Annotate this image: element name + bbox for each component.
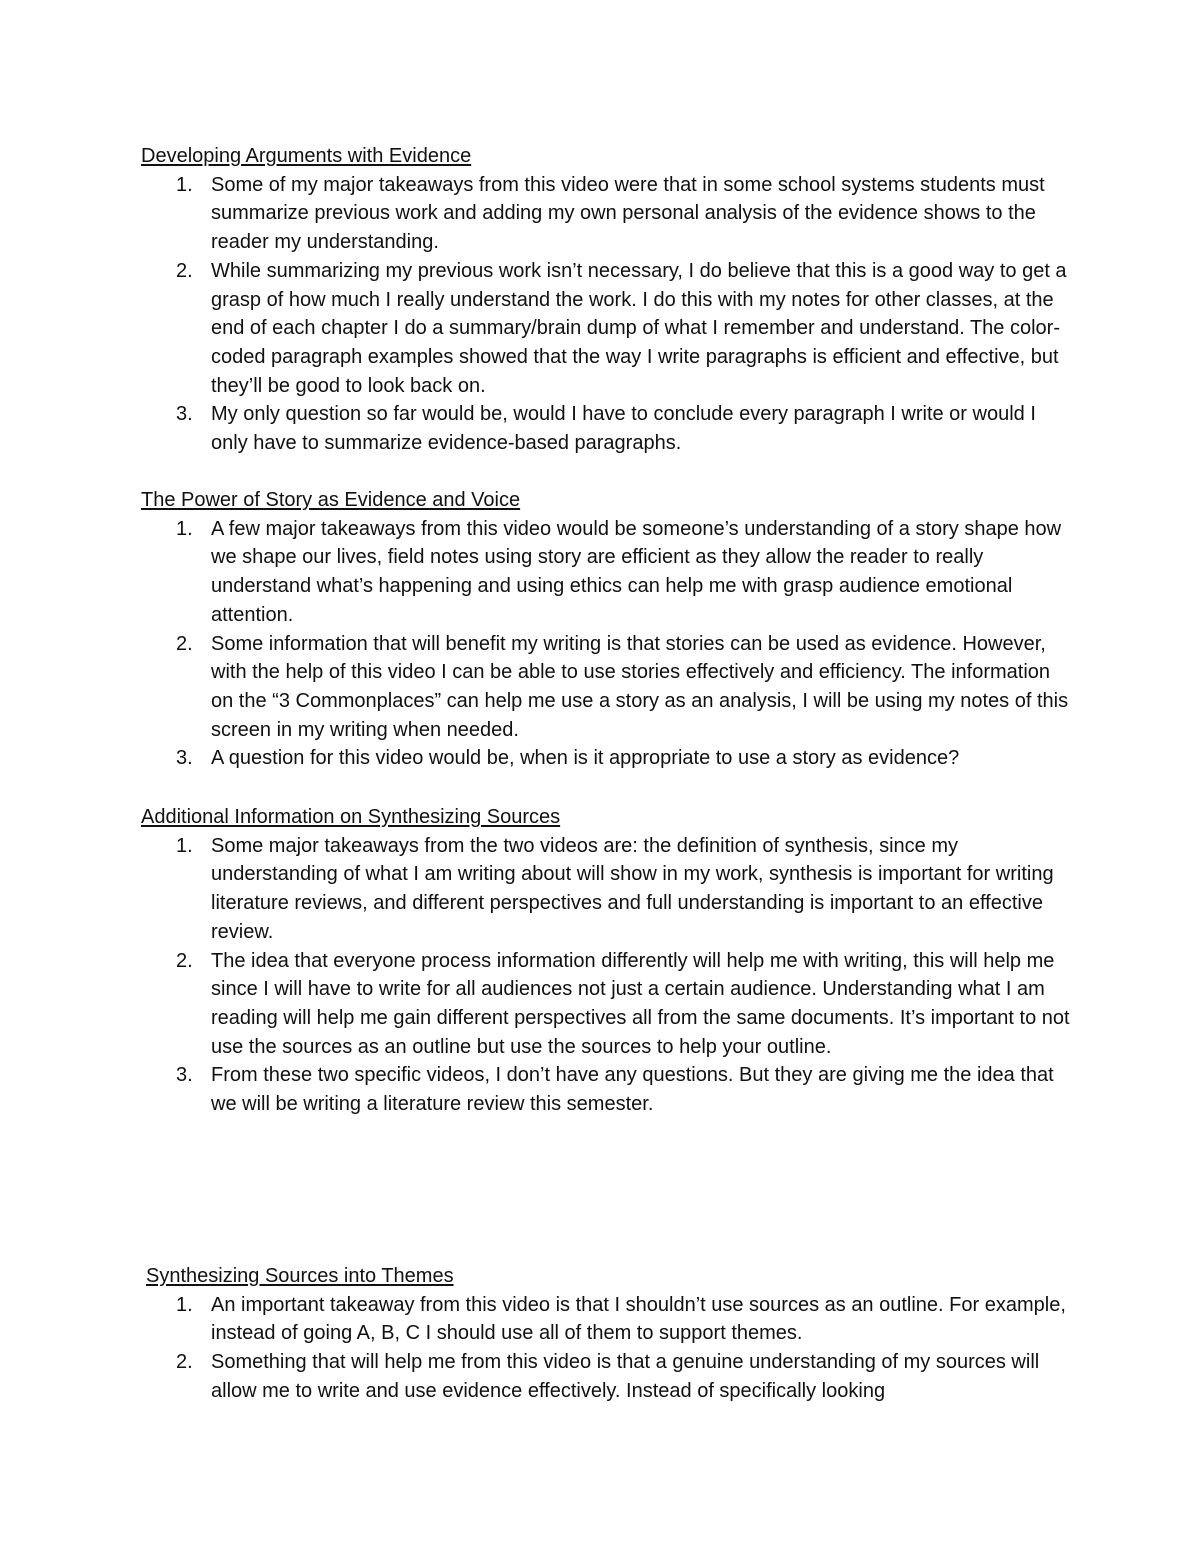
list-number: 2.	[176, 949, 193, 972]
section-heading: Synthesizing Sources into Themes	[146, 1265, 454, 1287]
numbered-list	[141, 832, 1071, 1119]
list-number: 3.	[176, 747, 193, 770]
numbered-list	[141, 1291, 1071, 1406]
list-item	[141, 832, 1071, 947]
list-item	[141, 257, 1071, 401]
list-item-text: While summarizing my previous work isn’t necessary, I do believe that this is a good way to get a grasp of how much I really understand the work. I do this with my notes for other classes, at the end of each chapter I do a summary/brain dump of what I remember and understand. The color-coded paragraph examples showed that the way I write paragraphs is efficient and effective, but they’ll be good to look back on.	[211, 259, 1067, 397]
list-item	[141, 630, 1071, 745]
list-item	[141, 515, 1071, 630]
list-item-text: From these two specific videos, I don’t have any questions. But they are giving me the idea that we will be writing a literature review this semester.	[211, 1064, 1054, 1116]
section-heading: The Power of Story as Evidence and Voice	[141, 489, 521, 511]
list-item-text: My only question so far would be, would I have to conclude every paragraph I write or would I only have to summarize evidence-based paragraphs.	[211, 403, 1036, 455]
section-synthesizing-sources-info	[141, 803, 1071, 1119]
numbered-list	[141, 171, 1071, 458]
list-number: 2.	[176, 632, 193, 655]
list-number: 2.	[176, 1351, 193, 1374]
section-synthesizing-themes	[141, 1262, 1071, 1406]
list-item-text: Some major takeaways from the two videos are: the definition of synthesis, since my understanding of what I am writing about will show in my work, synthesis is important for writing literature reviews, and different perspectives and full understanding is important to an effective review.	[211, 834, 1054, 943]
list-number: 1.	[176, 173, 193, 196]
list-item	[141, 947, 1071, 1062]
list-item	[141, 171, 1071, 257]
list-item	[141, 1291, 1071, 1348]
list-item	[141, 744, 1071, 773]
section-heading: Additional Information on Synthesizing Sources	[141, 806, 561, 828]
section-heading: Developing Arguments with Evidence	[141, 145, 472, 167]
list-item-text: An important takeaway from this video is that I shouldn’t use sources as an outline. For example, instead of going A, B, C I should use all of them to support themes.	[211, 1293, 1066, 1345]
list-number: 1.	[176, 1293, 193, 1316]
list-number: 1.	[176, 517, 193, 540]
section-developing-arguments	[141, 142, 1071, 458]
list-item	[141, 1061, 1071, 1118]
list-item-text: The idea that everyone process information differently will help me with writing, this will help me since I will have to write for all audiences not just a certain audience. Understanding what I am reading will help me gain different perspectives all from the same documents. It’s important to not use the sources as an outline but use the sources to help your outline.	[211, 949, 1070, 1058]
list-item-text: Something that will help me from this video is that a genuine understanding of my sources will allow me to write and use evidence effectively. Instead of specifically looking	[211, 1351, 1040, 1402]
list-item	[141, 1348, 1071, 1405]
list-number: 3.	[176, 403, 193, 426]
list-item-text: Some of my major takeaways from this video were that in some school systems students must summarize previous work and adding my own personal analysis of the evidence shows to the reader my understanding.	[211, 173, 1045, 254]
list-item-text: A question for this video would be, when is it appropriate to use a story as evidence?	[211, 747, 960, 770]
list-number: 1.	[176, 834, 193, 857]
list-number: 2.	[176, 259, 193, 282]
list-item-text: A few major takeaways from this video would be someone’s understanding of a story shape how we shape our lives, field notes using story are efficient as they allow the reader to really understand what’s happening and using ethics can help me with grasp audience emotional attention.	[211, 517, 1062, 626]
list-number: 3.	[176, 1064, 193, 1087]
list-item	[141, 400, 1071, 457]
numbered-list	[141, 515, 1071, 773]
list-item-text: Some information that will benefit my writing is that stories can be used as evidence. However, with the help of this video I can be able to use stories effectively and efficiency. The information on the “3 Commonplaces” can help me use a story as an analysis, I will be using my notes of this screen in my writing when needed.	[211, 632, 1069, 741]
section-power-of-story	[141, 486, 1071, 773]
